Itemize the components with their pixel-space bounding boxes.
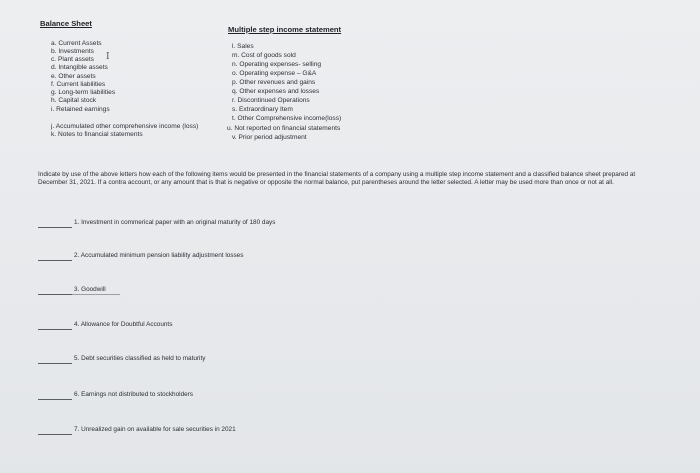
bs-item-d: d. Intangible assets <box>51 64 108 71</box>
answer-blank-3[interactable] <box>38 294 72 295</box>
question-text-4: 4. Allowance for Doubtful Accounts <box>74 321 173 328</box>
is-item-m: m. Cost of goods sold <box>232 52 296 59</box>
answer-blank-7[interactable] <box>38 434 72 435</box>
is-item-n: n. Operating expenses- selling <box>232 61 322 68</box>
answer-blank-4[interactable] <box>38 329 72 330</box>
question-text-6: 6. Earnings not distributed to stockholders <box>74 391 194 398</box>
is-item-l: l. Sales <box>232 43 254 50</box>
question-text-5: 5. Debt securities classified as held to maturity <box>74 355 206 362</box>
bs-item-h: h. Capital stock <box>51 97 97 104</box>
bs-item-f: f. Current liabilities <box>51 81 106 88</box>
text-cursor-icon: I <box>106 52 110 62</box>
bs-item-c: c. Plant assets <box>51 56 94 63</box>
answer-blank-6[interactable] <box>38 399 72 400</box>
question-text-2: 2. Accumulated minimum pension liability adjustment losses <box>74 252 244 259</box>
question-underline-3 <box>72 294 120 295</box>
bs-item-j: j. Accumulated other comprehensive income (loss) <box>51 123 199 130</box>
bs-item-b: b. Investments <box>51 48 94 55</box>
instructions-paragraph: Indicate by use of the above letters how each of the following items would be presented in the financial statements of a company using a multiple step income statement and a classified balance sheet prepared at December 31, 2021. If a contra account, or any amount that is that is negative or opposite the normal balance, put parentheses around the letter selected. A letter may be used more than once or not at all. <box>38 171 636 186</box>
answer-blank-5[interactable] <box>38 363 72 364</box>
bs-item-g: g. Long-term liabilities <box>51 89 116 96</box>
is-item-t: t. Other Comprehensive income(loss) <box>232 115 342 122</box>
question-text-7: 7. Unrealized gain on available for sale securities in 2021 <box>74 426 236 433</box>
bs-item-a: a. Current Assets <box>51 40 102 47</box>
is-item-o: o. Operating expense – G&A <box>232 70 317 77</box>
balance-sheet-header: Balance Sheet <box>40 19 92 28</box>
question-text-3: 3. Goodwill <box>74 286 106 293</box>
bs-item-i: i. Retained earnings <box>51 106 110 113</box>
question-text-1: 1. Investment in commerical paper with an original maturity of 180 days <box>74 219 276 226</box>
is-item-u: u. Not reported on financial statements <box>227 125 341 132</box>
income-statement-header: Multiple step income statement <box>228 25 342 34</box>
is-item-p: p. Other revenues and gains <box>232 79 316 86</box>
answer-blank-1[interactable] <box>38 227 72 228</box>
is-item-r: r. Discontinued Operations <box>232 97 310 104</box>
answer-blank-2[interactable] <box>38 260 72 261</box>
is-item-s: s. Extraordinary Item <box>232 106 293 113</box>
is-item-q: q. Other expenses and losses <box>232 88 320 95</box>
bs-item-e: e. Other assets <box>51 73 96 80</box>
bs-item-k: k. Notes to financial statements <box>51 131 143 138</box>
is-item-v: v. Prior period adjustment <box>232 134 307 141</box>
